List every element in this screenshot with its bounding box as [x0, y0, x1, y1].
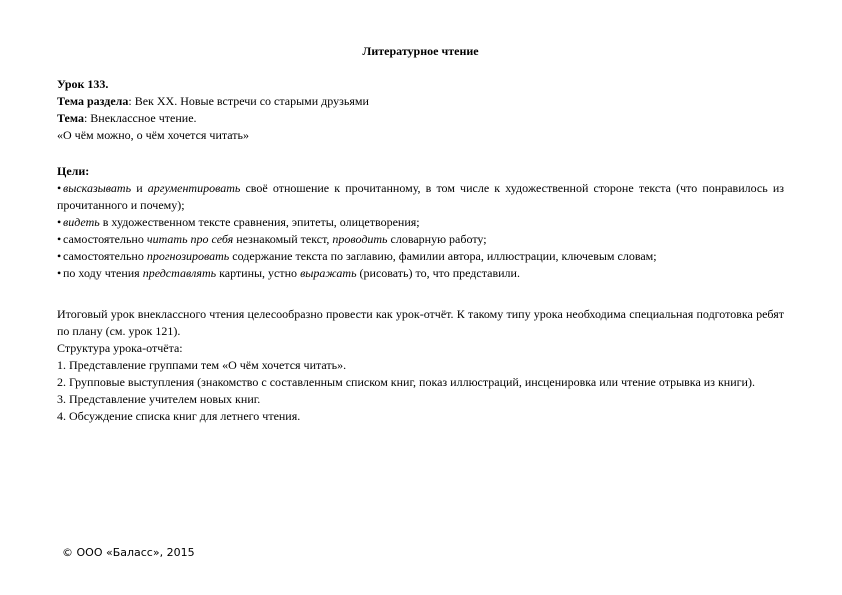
topic-value: : Внеклассное чтение.	[83, 111, 197, 125]
goal-verb: прогнозировать	[146, 249, 230, 263]
goal-text: в художественном тексте сравнения, эпитеты, олицетворения;	[99, 215, 420, 229]
goal-text: своё отношение к прочитанному, в том числе к художественной стороне текста (что понравилось из прочитанного и почему);	[57, 181, 785, 212]
goal-text: картины, устно	[216, 266, 301, 280]
goals-list	[57, 180, 784, 282]
bullet-icon: •	[57, 266, 62, 280]
bullet-icon: •	[57, 181, 62, 195]
bullet-icon: •	[57, 232, 62, 246]
goal-verb: высказывать	[63, 181, 132, 195]
goal-text: самостоятельно	[63, 249, 147, 263]
goal-text: и	[131, 181, 148, 195]
goal-verb: читать про себя	[146, 232, 234, 246]
intro-paragraph: Итоговый урок внеклассного чтения целесообразно провести как урок-отчёт. К такому типу урока необходима специальная подготовка ребят по плану (см. урок 121).	[57, 307, 784, 338]
structure-step: 3. Представление учителем новых книг.	[57, 392, 261, 406]
topic-quote: «О чём можно, о чём хочется читать»	[57, 128, 249, 142]
goal-item	[57, 231, 784, 248]
goal-item	[57, 214, 784, 231]
goal-text: незнакомый текст,	[233, 232, 333, 246]
goal-item	[57, 180, 784, 214]
goal-text: самостоятельно	[63, 232, 147, 246]
topic-label: Тема	[57, 111, 84, 125]
structure-title: Структура урока-отчёта:	[57, 341, 183, 355]
lesson-header	[57, 76, 784, 144]
structure-step: 2. Групповые выступления (знакомство с составленным списком книг, показ иллюстраций, инсценировка или чтение отрывка из книги).	[57, 375, 755, 389]
steps-list	[57, 357, 784, 425]
document-title: Литературное чтение	[362, 44, 479, 58]
goal-verb: видеть	[63, 215, 100, 229]
goal-verb: аргументировать	[147, 181, 241, 195]
bullet-icon: •	[57, 215, 62, 229]
goal-verb: представлять	[142, 266, 217, 280]
goal-text: содержание текста по заглавию, фамилии автора, иллюстрации, ключевым словам;	[229, 249, 657, 263]
copyright-footer: © ООО «Баласс», 2015	[62, 546, 195, 559]
goals-section	[57, 163, 784, 282]
bullet-icon: •	[57, 249, 62, 263]
lesson-body	[57, 306, 784, 425]
goal-text: словарную работу;	[387, 232, 487, 246]
goal-verb: проводить	[332, 232, 388, 246]
section-line	[57, 93, 784, 110]
section-label: Тема раздела	[57, 94, 129, 108]
topic-line	[57, 110, 784, 127]
lesson-number: Урок 133.	[57, 77, 109, 91]
structure-step: 4. Обсуждение списка книг для летнего чтения.	[57, 409, 301, 423]
goals-heading: Цели:	[57, 164, 90, 178]
goal-item	[57, 265, 784, 282]
goal-verb: выражать	[300, 266, 357, 280]
goal-text: по ходу чтения	[63, 266, 143, 280]
goal-item	[57, 248, 784, 265]
goal-text: (рисовать) то, что представили.	[356, 266, 520, 280]
structure-step: 1. Представление группами тем «О чём хочется читать».	[57, 358, 347, 372]
section-value: : Век XX. Новые встречи со старыми друзьями	[128, 94, 369, 108]
